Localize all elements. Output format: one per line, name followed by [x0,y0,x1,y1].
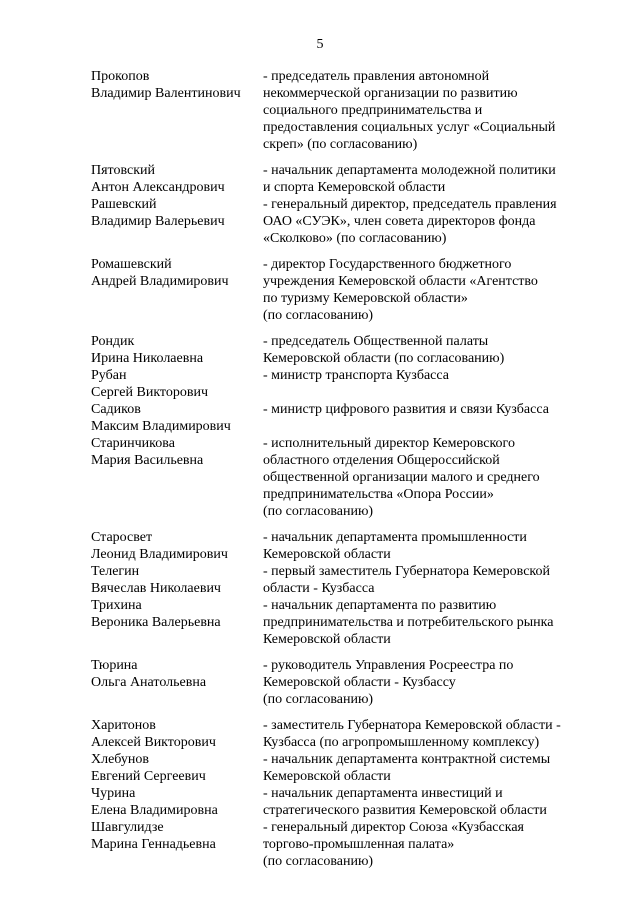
member-name-line: Старинчикова [91,436,175,451]
member-name-line: Хлебунов [91,752,150,767]
member-role [263,657,611,708]
member-role-line: - начальник департамента инвестиций и [263,786,503,801]
member-role-line: (по согласованию) [263,504,374,519]
member-name-line: Ирина Николаевна [91,351,204,366]
member-name-line: Владимир Валентинович [91,86,241,101]
member-name [91,256,263,324]
member-role-line: Кемеровской области - Кузбассу [263,675,456,690]
member-entry [91,162,611,196]
member-entry [91,717,611,751]
member-name-line: Владимир Валерьевич [91,214,225,229]
member-entry [91,785,611,819]
member-role-line: по туризму Кемеровской области» [263,291,468,306]
member-role-line: - руководитель Управления Росреестра по [263,658,514,673]
member-role [263,563,611,597]
member-role-line: (по согласованию) [263,308,374,323]
member-role-line: - первый заместитель Губернатора Кемеровской [263,564,551,579]
member-name [91,162,263,196]
member-role [263,196,611,247]
member-name-line: Садиков [91,402,141,417]
member-role-line: Кемеровской области [263,769,391,784]
member-name [91,367,263,401]
member-role-line: учреждения Кемеровской области «Агентство [263,274,538,289]
member-role [263,162,611,196]
member-name-line: Телегин [91,564,140,579]
member-role [263,529,611,563]
member-role-line: некоммерческой организации по развитию [263,86,518,101]
member-role [263,717,611,751]
member-role-line: - заместитель Губернатора Кемеровской области - [263,718,561,733]
member-entry [91,256,611,324]
member-entry [91,333,611,367]
member-name-line: Старосвет [91,530,153,545]
member-name-line: Ольга Анатольевна [91,675,207,690]
member-list [91,68,611,870]
member-name [91,597,263,648]
page-number: 5 [316,37,324,52]
member-entry [91,657,611,708]
member-name-line: Вероника Валерьевна [91,615,221,630]
member-entry [91,597,611,648]
member-name-line: Антон Александрович [91,180,225,195]
member-role-line: Кемеровской области [263,547,391,562]
member-role-line: - председатель Общественной палаты [263,334,489,349]
member-entry [91,563,611,597]
member-name-line: Рашевский [91,197,157,212]
member-role-line: областного отделения Общероссийской [263,453,500,468]
member-name [91,563,263,597]
member-name-line: Чурина [91,786,136,801]
member-role-line: (по согласованию) [263,692,374,707]
member-role-line: стратегического развития Кемеровской области [263,803,547,818]
member-entry [91,367,611,401]
member-role-line: - исполнительный директор Кемеровского [263,436,515,451]
member-entry [91,196,611,247]
member-role-line: предпринимательства и потребительского рынка [263,615,554,630]
member-role-line: Кузбасса (по агропромышленному комплексу) [263,735,540,750]
member-name [91,751,263,785]
member-name [91,68,263,153]
member-name [91,657,263,708]
member-role-line: ОАО «СУЭК», член совета директоров фонда [263,214,536,229]
member-role-line: и спорта Кемеровской области [263,180,446,195]
member-role [263,819,611,870]
member-name-line: Рондик [91,334,135,349]
member-name [91,717,263,751]
member-role [263,401,611,435]
member-entry [91,819,611,870]
member-name-line: Рубан [91,368,127,383]
member-role-line: - министр цифрового развития и связи Кузбасса [263,402,549,417]
member-role-line: Кемеровской области (по согласованию) [263,351,505,366]
member-entry [91,529,611,563]
member-name-line: Сергей Викторович [91,385,209,400]
member-name-line: Вячеслав Николаевич [91,581,221,596]
member-name-line: Андрей Владимирович [91,274,229,289]
member-name-line: Алексей Викторович [91,735,216,750]
member-role [263,333,611,367]
member-name-line: Марина Геннадьевна [91,837,216,852]
member-role [263,367,611,401]
member-role-line: - начальник департамента по развитию [263,598,497,613]
member-role-line: - начальник департамента молодежной политики [263,163,556,178]
member-name [91,529,263,563]
member-name-line: Леонид Владимирович [91,547,228,562]
member-entry [91,435,611,520]
member-role-line: общественной организации малого и среднего [263,470,540,485]
member-name-line: Тюрина [91,658,138,673]
member-name [91,401,263,435]
member-role-line: предпринимательства «Опора России» [263,487,494,502]
member-name [91,819,263,870]
member-name [91,333,263,367]
member-role-line: «Сколково» (по согласованию) [263,231,447,246]
member-role-line: - председатель правления автономной [263,69,490,84]
member-name-line: Харитонов [91,718,156,733]
member-role-line: области - Кузбасса [263,581,375,596]
member-role-line: - начальник департамента промышленности [263,530,527,545]
member-name [91,196,263,247]
member-role [263,597,611,648]
member-role-line: (по согласованию) [263,854,374,869]
member-role-line: - начальник департамента контрактной системы [263,752,551,767]
member-name-line: Максим Владимирович [91,419,231,434]
member-name-line: Мария Васильевна [91,453,204,468]
member-role-line: социального предпринимательства и [263,103,483,118]
member-role [263,751,611,785]
member-name-line: Евгений Сергеевич [91,769,206,784]
member-role [263,68,611,153]
member-name [91,435,263,520]
member-role [263,256,611,324]
member-role-line: Кемеровской области [263,632,391,647]
member-role-line: торгово-промышленная палата» [263,837,455,852]
member-role-line: предоставления социальных услуг «Социальный [263,120,556,135]
member-name-line: Елена Владимировна [91,803,218,818]
member-role-line: - генеральный директор, председатель правления [263,197,557,212]
member-name-line: Трихина [91,598,142,613]
member-role [263,785,611,819]
member-role [263,435,611,520]
member-entry [91,68,611,153]
member-name-line: Пятовский [91,163,156,178]
member-name [91,785,263,819]
member-name-line: Шавгулидзе [91,820,164,835]
member-role-line: - министр транспорта Кузбасса [263,368,449,383]
member-name-line: Прокопов [91,69,150,84]
member-role-line: - директор Государственного бюджетного [263,257,512,272]
member-entry [91,401,611,435]
member-role-line: - генеральный директор Союза «Кузбасская [263,820,524,835]
member-role-line: скреп» (по согласованию) [263,137,418,152]
member-name-line: Ромашевский [91,257,172,272]
member-entry [91,751,611,785]
